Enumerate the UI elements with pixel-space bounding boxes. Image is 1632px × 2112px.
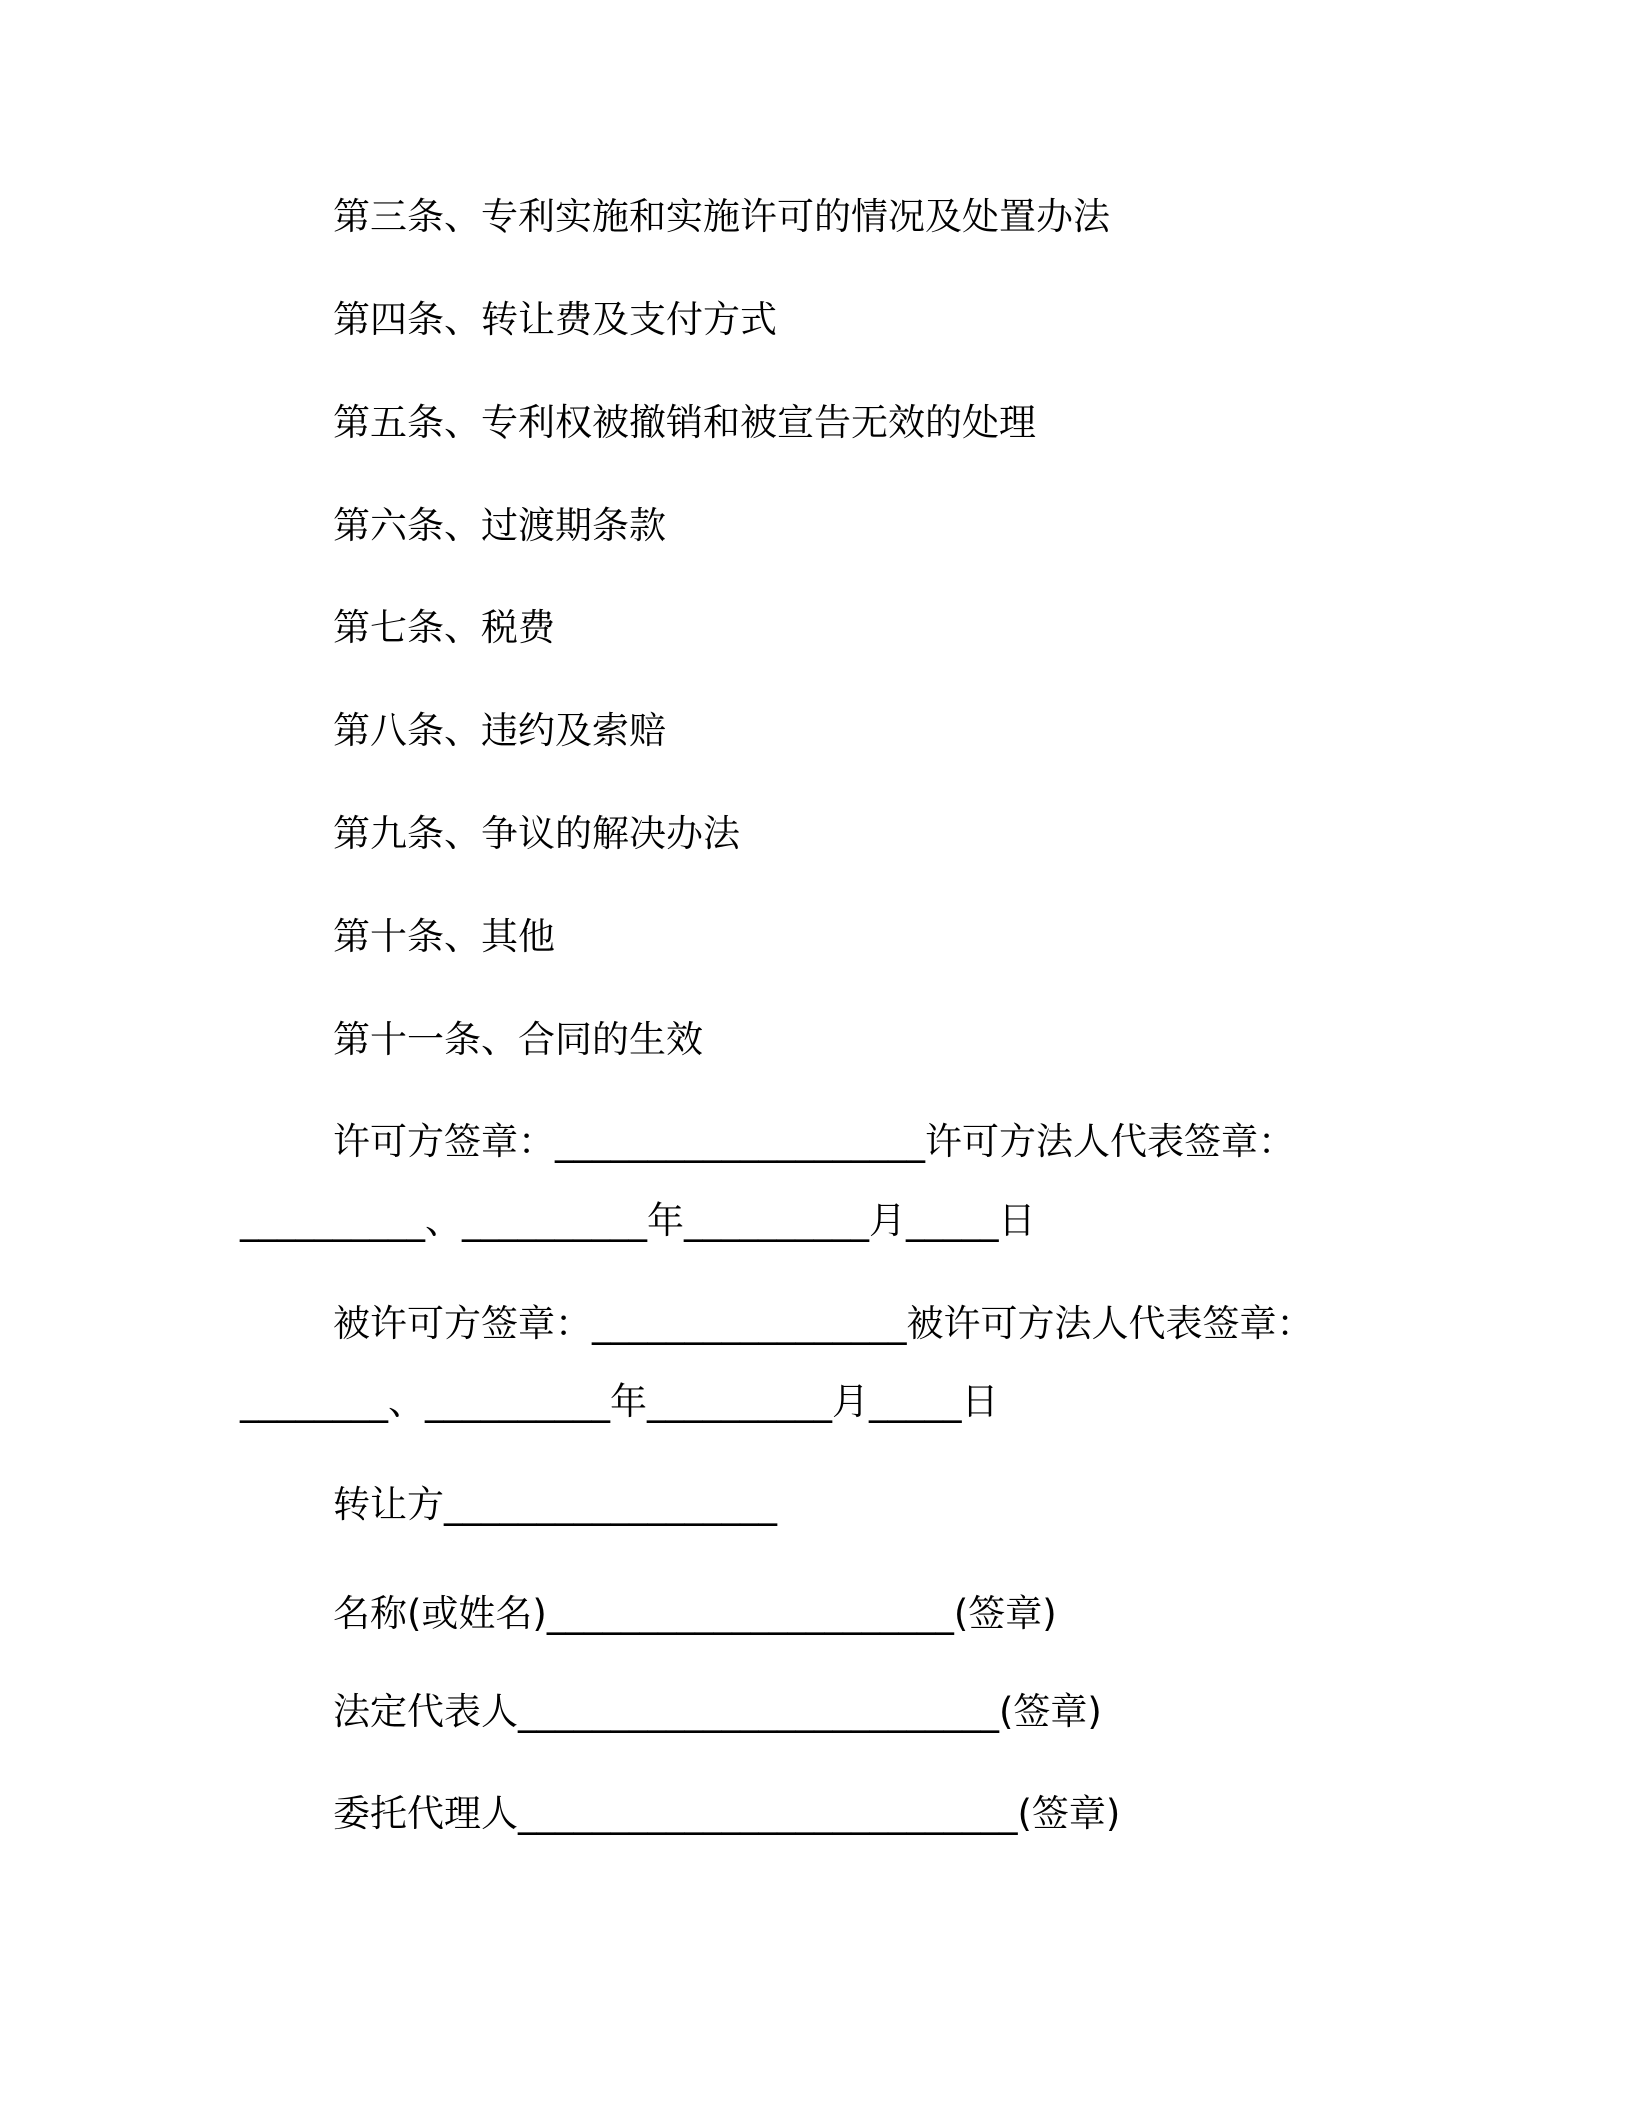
article-3: 第三条、专利实施和实施许可的情况及处置办法 <box>333 195 1110 238</box>
article-6: 第六条、过渡期条款 <box>333 504 666 547</box>
article-11: 第十一条、合同的生效 <box>333 1018 703 1061</box>
article-4: 第四条、转让费及支付方式 <box>333 298 777 341</box>
article-7: 第七条、税费 <box>333 606 555 649</box>
licensee-signature-line: 被许可方签章：_________________被许可方法人代表签章： <box>333 1302 1314 1345</box>
legal-representative-line: 法定代表人__________________________(签章) <box>333 1690 1102 1733</box>
article-10: 第十条、其他 <box>333 915 555 958</box>
agent-line: 委托代理人___________________________(签章) <box>333 1792 1121 1835</box>
article-9: 第九条、争议的解决办法 <box>333 812 740 855</box>
transferor-line: 转让方__________________ <box>333 1483 777 1526</box>
licensee-date-line: ________、__________年__________月_____日 <box>240 1380 999 1423</box>
name-signature-line: 名称(或姓名)______________________(签章) <box>333 1592 1057 1635</box>
article-8: 第八条、违约及索赔 <box>333 709 666 752</box>
licensor-date-line: __________、__________年__________月_____日 <box>240 1199 1036 1242</box>
article-5: 第五条、专利权被撤销和被宣告无效的处理 <box>333 401 1036 444</box>
licensor-signature-line: 许可方签章：____________________许可方法人代表签章： <box>333 1120 1295 1163</box>
